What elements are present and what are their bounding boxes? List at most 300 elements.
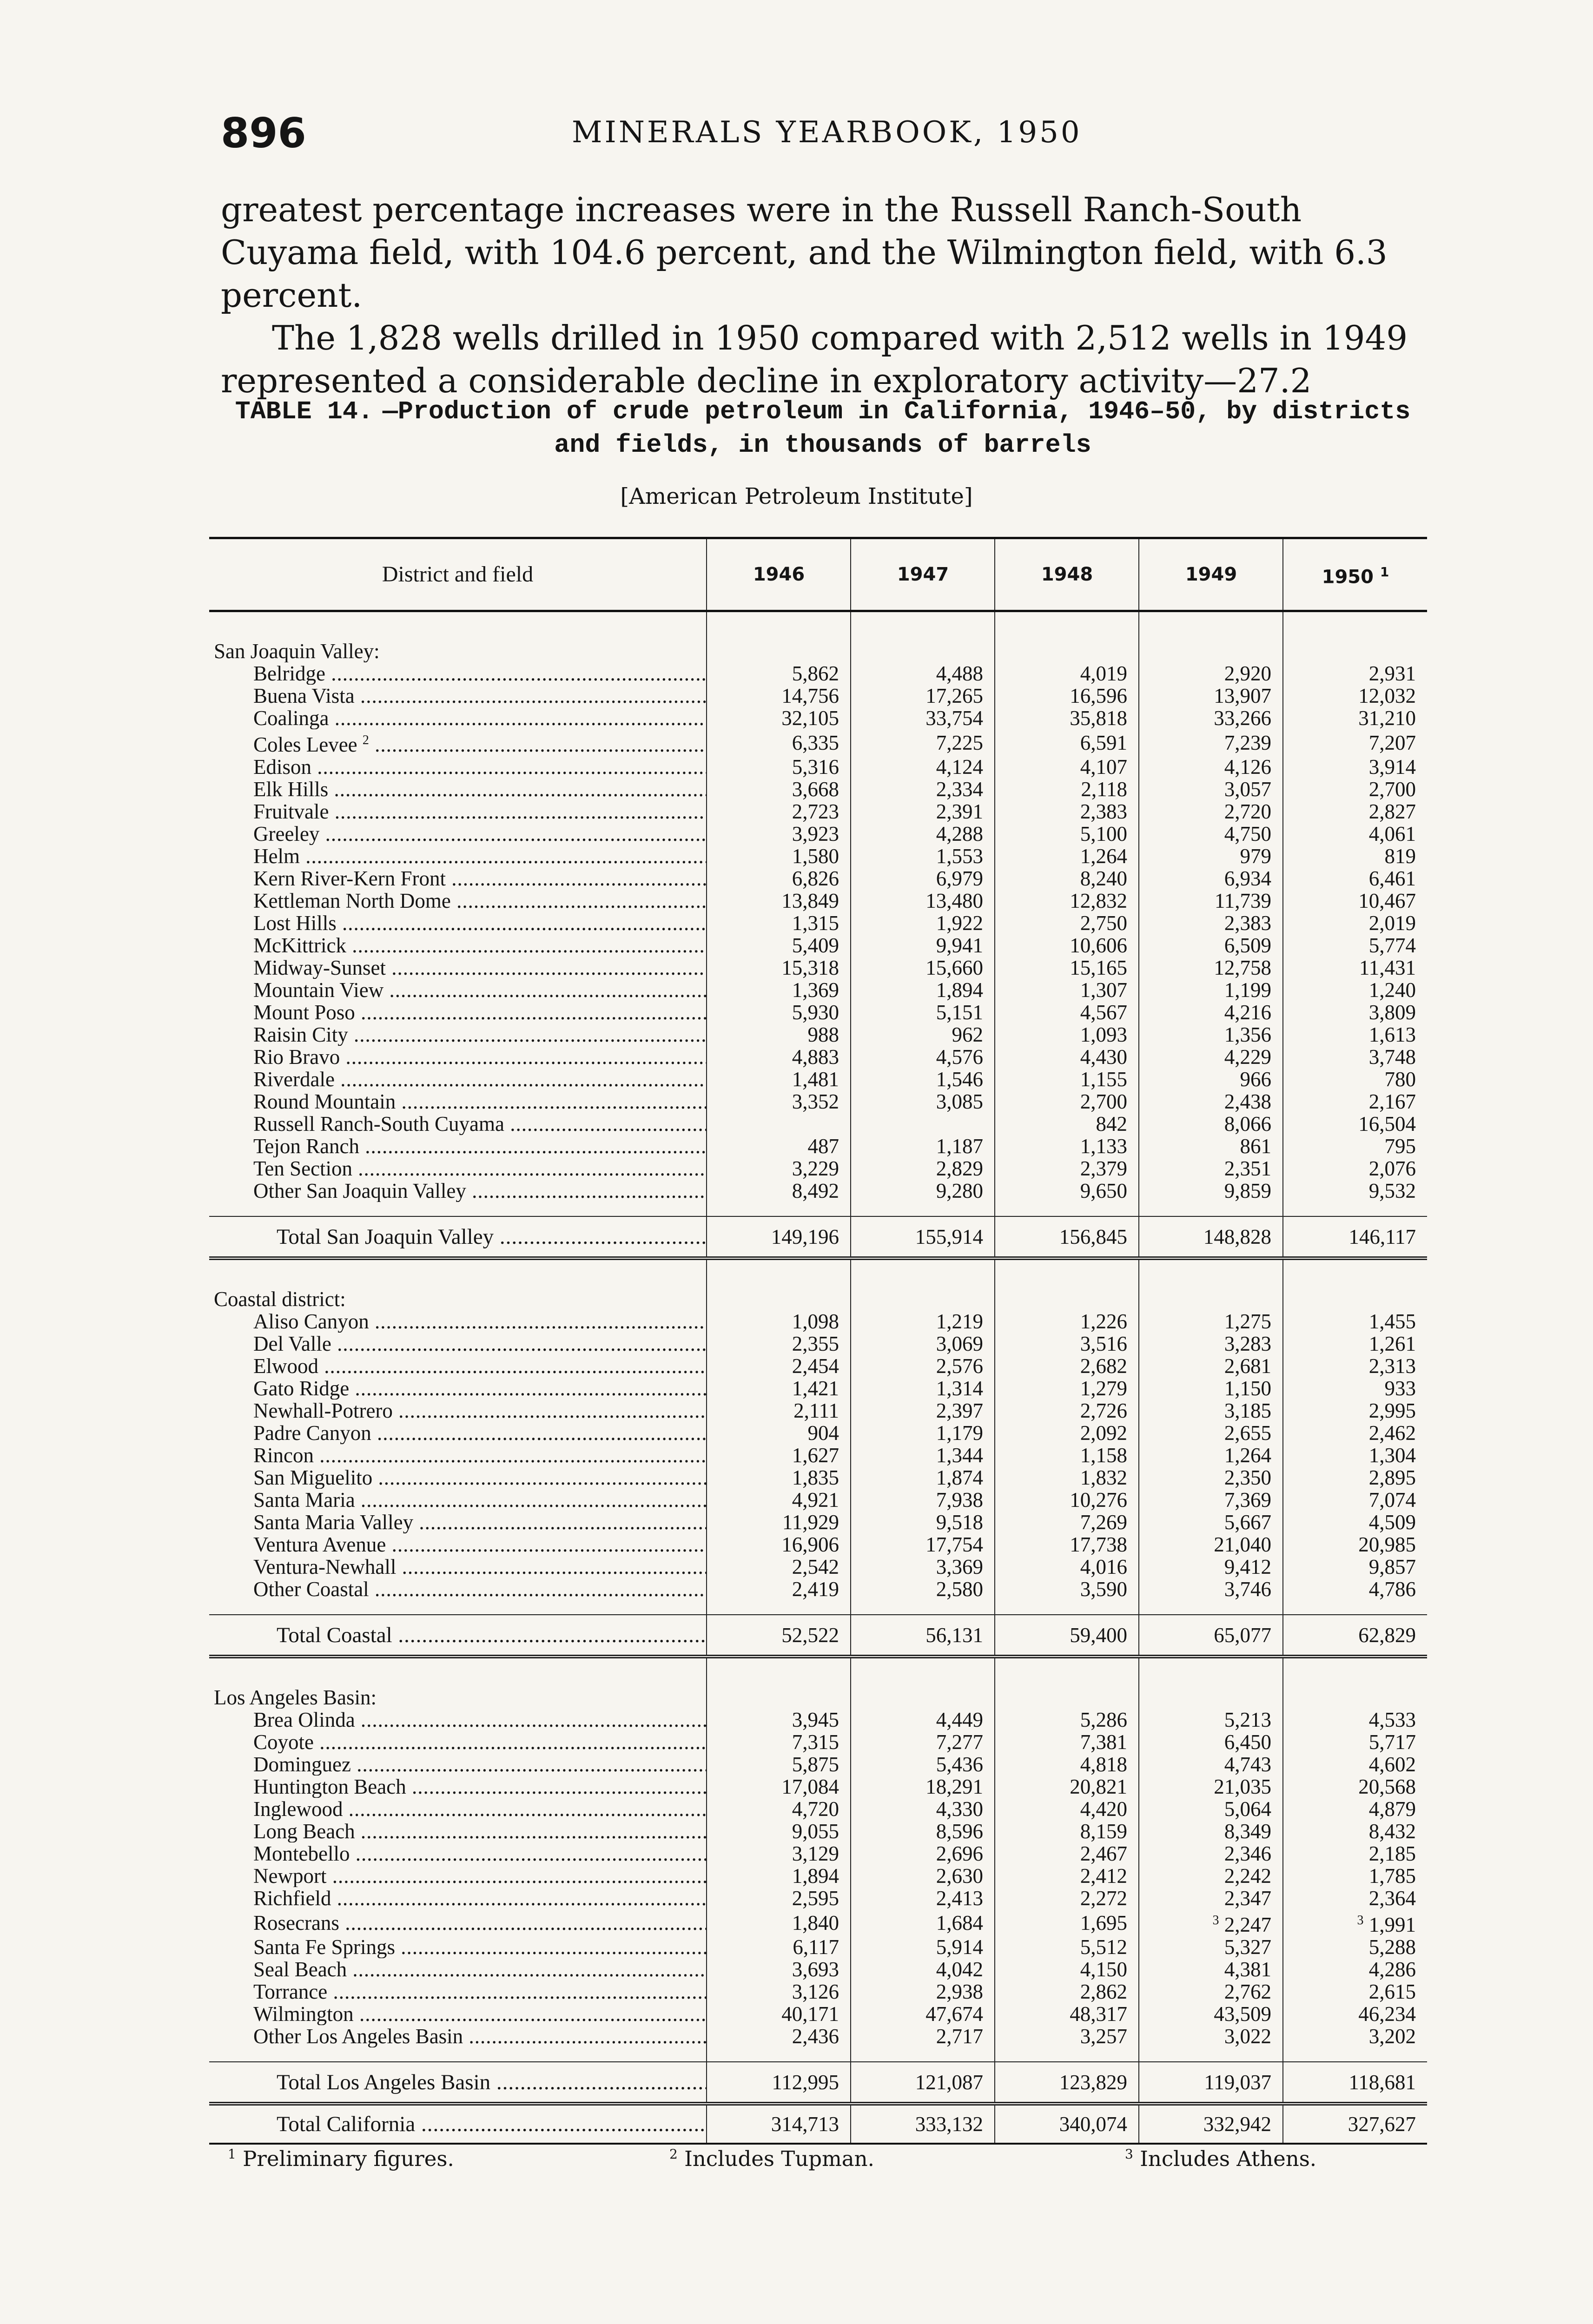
group-heading: San Joaquin Valley: <box>214 640 380 662</box>
grand-total-row <box>209 2104 1427 2144</box>
cell-value: 7,277 <box>851 1731 995 1753</box>
table-row <box>209 1958 1427 1981</box>
cell-value: 933 <box>1283 1377 1427 1400</box>
cell-value: 8,159 <box>995 1820 1139 1842</box>
cell-value: 332,942 <box>1139 2104 1283 2144</box>
cell-value: 7,315 <box>707 1731 851 1753</box>
field-name: Riverdale ..... <box>209 1068 707 1090</box>
cell-value: 2,383 <box>995 800 1139 823</box>
cell-value: 32,105 <box>707 707 851 729</box>
cell-value: 7,074 <box>1283 1489 1427 1511</box>
table-row <box>209 1489 1427 1511</box>
table-row <box>209 800 1427 823</box>
cell-value: 1,275 <box>1139 1310 1283 1333</box>
cell-value: 4,720 <box>707 1798 851 1820</box>
cell-value: 6,979 <box>851 867 995 890</box>
cell-value <box>851 1113 995 1135</box>
field-name: Lost Hills ..... <box>209 912 707 934</box>
table-row <box>209 1422 1427 1444</box>
cell-value: 988 <box>707 1023 851 1046</box>
table-row <box>209 1798 1427 1820</box>
los-angeles-heading-row <box>209 1686 1427 1709</box>
field-name: Coalinga ..... <box>209 707 707 729</box>
cell-value: 5,862 <box>707 662 851 685</box>
cell-value: 33,754 <box>851 707 995 729</box>
cell-value: 1,481 <box>707 1068 851 1090</box>
cell-value: 842 <box>995 1113 1139 1135</box>
cell-value: 3,057 <box>1139 778 1283 800</box>
table-row <box>209 1753 1427 1776</box>
footnote-ref: 3 <box>1357 1913 1364 1928</box>
cell-value: 9,941 <box>851 934 995 957</box>
cell-value: 2,655 <box>1139 1422 1283 1444</box>
cell-value: 2,355 <box>707 1333 851 1355</box>
field-name: Wilmington ..... <box>209 2003 707 2025</box>
cell-value: 8,066 <box>1139 1113 1283 1135</box>
col-header-1948: 1948 <box>995 538 1139 611</box>
field-name: Santa Fe Springs ..... <box>209 1936 707 1958</box>
group-heading: Coastal district: <box>214 1288 346 1310</box>
field-name: Inglewood ..... <box>209 1798 707 1820</box>
field-name: Del Valle ..... <box>209 1333 707 1355</box>
cell-value: 8,432 <box>1283 1820 1427 1842</box>
table-row <box>209 1180 1427 1202</box>
cell-value: 14,756 <box>707 685 851 707</box>
gap-row <box>209 1600 1427 1615</box>
cell-value: 1,240 <box>1283 979 1427 1001</box>
cell-value: 7,938 <box>851 1489 995 1511</box>
table-row <box>209 1355 1427 1377</box>
cell-value: 4,743 <box>1139 1753 1283 1776</box>
field-name: Raisin City ..... <box>209 1023 707 1046</box>
cell-value: 17,265 <box>851 685 995 707</box>
cell-value: 4,107 <box>995 756 1139 778</box>
cell-value: 2,700 <box>995 1090 1139 1113</box>
cell-value: 119,037 <box>1139 2062 1283 2104</box>
cell-value: 1,150 <box>1139 1377 1283 1400</box>
table-row <box>209 1865 1427 1887</box>
cell-value: 11,929 <box>707 1511 851 1533</box>
gap-row <box>209 1202 1427 1216</box>
cell-value: 2,720 <box>1139 800 1283 823</box>
cell-value: 8,240 <box>995 867 1139 890</box>
cell-value: 48,317 <box>995 2003 1139 2025</box>
cell-value: 3,516 <box>995 1333 1139 1355</box>
cell-value: 2,185 <box>1283 1842 1427 1865</box>
cell-value: 2,717 <box>851 2025 995 2047</box>
cell-value: 52,522 <box>707 1615 851 1657</box>
cell-value: 2,723 <box>707 800 851 823</box>
cell-value: 2,436 <box>707 2025 851 2047</box>
table-row <box>209 890 1427 912</box>
cell-value: 12,758 <box>1139 957 1283 979</box>
cell-value: 3,369 <box>851 1556 995 1578</box>
cell-value: 65,077 <box>1139 1615 1283 1657</box>
cell-value: 3,283 <box>1139 1333 1283 1355</box>
table-row <box>209 823 1427 845</box>
cell-value: 9,280 <box>851 1180 995 1202</box>
cell-value: 2,630 <box>851 1865 995 1887</box>
cell-value: 5,875 <box>707 1753 851 1776</box>
table-caption: —Production of crude petroleum in California, 1946–50, by districts and fields, in thousands of barrels <box>382 397 1411 460</box>
table-row <box>209 979 1427 1001</box>
cell-value: 2,895 <box>1283 1466 1427 1489</box>
cell-value: 1,369 <box>707 979 851 1001</box>
cell-value: 15,165 <box>995 957 1139 979</box>
cell-value: 1,785 <box>1283 1865 1427 1887</box>
cell-value: 121,087 <box>851 2062 995 2104</box>
cell-value: 1,684 <box>851 1909 995 1936</box>
cell-value: 2,313 <box>1283 1355 1427 1377</box>
cell-value: 12,032 <box>1283 685 1427 707</box>
field-name: Other Los Angeles Basin ..... <box>209 2025 707 2047</box>
cell-value: 1,315 <box>707 912 851 934</box>
cell-value: 3,693 <box>707 1958 851 1981</box>
cell-value: 4,330 <box>851 1798 995 1820</box>
cell-value: 4,288 <box>851 823 995 845</box>
field-name: Helm ..... <box>209 845 707 867</box>
cell-value: 5,436 <box>851 1753 995 1776</box>
cell-value: 1,155 <box>995 1068 1139 1090</box>
cell-value: 1,546 <box>851 1068 995 1090</box>
cell-value: 33,266 <box>1139 707 1283 729</box>
intro-line-1: greatest percentage increases were in the Russell Ranch-South Cuyama field, with 104.6 percent, and the Wilmington field, with 6.3 percent. <box>221 190 1388 315</box>
cell-value: 4,019 <box>995 662 1139 685</box>
col-header-district: District and field <box>209 538 707 611</box>
cell-value: 1,304 <box>1283 1444 1427 1466</box>
cell-value: 3,668 <box>707 778 851 800</box>
running-head: MINERALS YEARBOOK, 1950 <box>572 115 1082 150</box>
table-row <box>209 685 1427 707</box>
cell-value: 1,613 <box>1283 1023 1427 1046</box>
cell-value: 31,210 <box>1283 707 1427 729</box>
cell-value: 2,827 <box>1283 800 1427 823</box>
cell-value: 1,307 <box>995 979 1139 1001</box>
table-row <box>209 1444 1427 1466</box>
cell-value: 59,400 <box>995 1615 1139 1657</box>
cell-value: 2,920 <box>1139 662 1283 685</box>
cell-value: 6,934 <box>1139 867 1283 890</box>
table-row <box>209 1466 1427 1489</box>
table-title <box>218 395 1427 462</box>
cell-value: 1,922 <box>851 912 995 934</box>
cell-value: 2,696 <box>851 1842 995 1865</box>
cell-value: $^3$ 1,991 <box>1283 1909 1427 1936</box>
field-name: Greeley ..... <box>209 823 707 845</box>
cell-value: 4,229 <box>1139 1046 1283 1068</box>
intro-text <box>221 188 1425 402</box>
cell-value: 2,700 <box>1283 778 1427 800</box>
cell-value: 2,862 <box>995 1981 1139 2003</box>
cell-value: 9,412 <box>1139 1556 1283 1578</box>
field-name: Ventura Avenue ..... <box>209 1533 707 1556</box>
cell-value: 7,225 <box>851 729 995 756</box>
cell-value: 4,921 <box>707 1489 851 1511</box>
field-name: Ventura-Newhall ..... <box>209 1556 707 1578</box>
cell-value: 4,576 <box>851 1046 995 1068</box>
cell-value: 4,818 <box>995 1753 1139 1776</box>
cell-value: 2,364 <box>1283 1887 1427 1909</box>
field-name: San Miguelito ..... <box>209 1466 707 1489</box>
cell-value: $^3$ 2,247 <box>1139 1909 1283 1936</box>
footnote-1: $^1$ Preliminary figures. <box>228 2146 454 2171</box>
cell-value: 2,242 <box>1139 1865 1283 1887</box>
cell-value: 327,627 <box>1283 2104 1427 2144</box>
table-row <box>209 1333 1427 1355</box>
table-row <box>209 729 1427 756</box>
cell-value: 9,055 <box>707 1820 851 1842</box>
cell-value: 2,462 <box>1283 1422 1427 1444</box>
footnote-ref-1: 1 <box>1380 564 1389 580</box>
table-row <box>209 1842 1427 1865</box>
cell-value: 3,748 <box>1283 1046 1427 1068</box>
cell-value: 9,857 <box>1283 1556 1427 1578</box>
col-header-1949: 1949 <box>1139 538 1283 611</box>
cell-value: 1,421 <box>707 1377 851 1400</box>
cell-value: 2,383 <box>1139 912 1283 934</box>
cell-value: 11,739 <box>1139 890 1283 912</box>
cell-value: 17,084 <box>707 1776 851 1798</box>
cell-value: 4,449 <box>851 1709 995 1731</box>
footnote-2: $^2$ Includes Tupman. <box>669 2146 874 2171</box>
cell-value: 148,828 <box>1139 1216 1283 1258</box>
cell-value: 4,786 <box>1283 1578 1427 1600</box>
table-row <box>209 1556 1427 1578</box>
field-name: Kettleman North Dome ..... <box>209 890 707 912</box>
cell-value: 20,568 <box>1283 1776 1427 1798</box>
field-name: Padre Canyon ..... <box>209 1422 707 1444</box>
footnote-3: $^3$ Includes Athens. <box>1125 2146 1317 2171</box>
cell-value: 4,150 <box>995 1958 1139 1981</box>
cell-value: 21,040 <box>1139 1533 1283 1556</box>
table-row <box>209 1090 1427 1113</box>
table-row <box>209 957 1427 979</box>
field-name: Buena Vista ..... <box>209 685 707 707</box>
cell-value: 35,818 <box>995 707 1139 729</box>
table-row <box>209 1936 1427 1958</box>
table-row <box>209 1909 1427 1936</box>
cell-value: 819 <box>1283 845 1427 867</box>
cell-value: 2,391 <box>851 800 995 823</box>
cell-value: 2,750 <box>995 912 1139 934</box>
cell-value: 3,590 <box>995 1578 1139 1600</box>
cell-value: 4,126 <box>1139 756 1283 778</box>
field-name: Richfield ..... <box>209 1887 707 1909</box>
cell-value: 1,553 <box>851 845 995 867</box>
cell-value: 2,762 <box>1139 1981 1283 2003</box>
cell-value: 4,381 <box>1139 1958 1283 1981</box>
cell-value: 112,995 <box>707 2062 851 2104</box>
cell-value: 3,945 <box>707 1709 851 1731</box>
cell-value: 2,681 <box>1139 1355 1283 1377</box>
field-name: Fruitvale ..... <box>209 800 707 823</box>
cell-value: 6,826 <box>707 867 851 890</box>
field-name: Huntington Beach ..... <box>209 1776 707 1798</box>
cell-value: 4,602 <box>1283 1753 1427 1776</box>
cell-value: 1,344 <box>851 1444 995 1466</box>
cell-value: 4,216 <box>1139 1001 1283 1023</box>
table-row <box>209 1157 1427 1180</box>
spacer-row <box>209 1657 1427 1686</box>
cell-value: 13,480 <box>851 890 995 912</box>
cell-value: 6,461 <box>1283 867 1427 890</box>
cell-value: 7,369 <box>1139 1489 1283 1511</box>
cell-value: 1,627 <box>707 1444 851 1466</box>
cell-value: 1,133 <box>995 1135 1139 1157</box>
table-row <box>209 1023 1427 1046</box>
table-row <box>209 1709 1427 1731</box>
table-row <box>209 1981 1427 2003</box>
cell-value: 1,695 <box>995 1909 1139 1936</box>
field-name: McKittrick ..... <box>209 934 707 957</box>
group-heading: Los Angeles Basin: <box>214 1686 377 1709</box>
cell-value: 1,840 <box>707 1909 851 1936</box>
cell-value: 123,829 <box>995 2062 1139 2104</box>
col-header-1947: 1947 <box>851 538 995 611</box>
cell-value: 2,615 <box>1283 1981 1427 2003</box>
intro-line-2: The 1,828 wells drilled in 1950 compared with 2,512 wells in 1949 represented a considerable decline in exploratory activity—27.2 <box>221 318 1408 400</box>
table-row <box>209 1887 1427 1909</box>
table-row <box>209 912 1427 934</box>
cell-value: 904 <box>707 1422 851 1444</box>
cell-value: 10,276 <box>995 1489 1139 1511</box>
field-name: Elk Hills ..... <box>209 778 707 800</box>
cell-value: 4,430 <box>995 1046 1139 1068</box>
table-row <box>209 1310 1427 1333</box>
cell-value: 2,397 <box>851 1400 995 1422</box>
field-name: Aliso Canyon ..... <box>209 1310 707 1333</box>
field-name: Seal Beach ..... <box>209 1958 707 1981</box>
table-row <box>209 707 1427 729</box>
cell-value: 1,279 <box>995 1377 1139 1400</box>
cell-value: 5,914 <box>851 1936 995 1958</box>
col-header-1950: 1950 $^1$ <box>1283 538 1427 611</box>
cell-value: 46,234 <box>1283 2003 1427 2025</box>
cell-value: 3,923 <box>707 823 851 845</box>
cell-value: 6,450 <box>1139 1731 1283 1753</box>
cell-value: 149,196 <box>707 1216 851 1258</box>
cell-value: 3,352 <box>707 1090 851 1113</box>
cell-value: 5,213 <box>1139 1709 1283 1731</box>
cell-value: 5,930 <box>707 1001 851 1023</box>
col-header-1946: 1946 <box>707 538 851 611</box>
field-name: Russell Ranch-South Cuyama ..... <box>209 1113 707 1135</box>
cell-value: 6,335 <box>707 729 851 756</box>
field-name: Dominguez ..... <box>209 1753 707 1776</box>
cell-value: 6,509 <box>1139 934 1283 957</box>
cell-value: 1,158 <box>995 1444 1139 1466</box>
field-name: Other Coastal ..... <box>209 1578 707 1600</box>
field-name: Rio Bravo ..... <box>209 1046 707 1068</box>
cell-value: 1,356 <box>1139 1023 1283 1046</box>
table-row <box>209 1001 1427 1023</box>
field-name: Other San Joaquin Valley ..... <box>209 1180 707 1202</box>
cell-value: 3,746 <box>1139 1578 1283 1600</box>
cell-value: 8,349 <box>1139 1820 1283 1842</box>
cell-value: 12,832 <box>995 890 1139 912</box>
cell-value: 5,667 <box>1139 1511 1283 1533</box>
field-name: Total California ..... <box>209 2104 707 2144</box>
cell-value: 5,717 <box>1283 1731 1427 1753</box>
cell-value: 3,202 <box>1283 2025 1427 2047</box>
cell-value: 43,509 <box>1139 2003 1283 2025</box>
field-name: Edison ..... <box>209 756 707 778</box>
cell-value: 2,829 <box>851 1157 995 1180</box>
cell-value: 3,229 <box>707 1157 851 1180</box>
field-name: Belridge ..... <box>209 662 707 685</box>
cell-value: 6,117 <box>707 1936 851 1958</box>
cell-value: 314,713 <box>707 2104 851 2144</box>
table-row <box>209 845 1427 867</box>
cell-value: 3,257 <box>995 2025 1139 2047</box>
cell-value: 1,874 <box>851 1466 995 1489</box>
cell-value: 2,272 <box>995 1887 1139 1909</box>
cell-value: 8,596 <box>851 1820 995 1842</box>
cell-value: 1,199 <box>1139 979 1283 1001</box>
cell-value: 20,985 <box>1283 1533 1427 1556</box>
cell-value: 1,455 <box>1283 1310 1427 1333</box>
table-row <box>209 1820 1427 1842</box>
cell-value: 2,019 <box>1283 912 1427 934</box>
cell-value: 4,061 <box>1283 823 1427 845</box>
field-name: Brea Olinda ..... <box>209 1709 707 1731</box>
cell-value: 2,118 <box>995 778 1139 800</box>
san-joaquin-heading-row <box>209 640 1427 662</box>
cell-value: 979 <box>1139 845 1283 867</box>
table-number: TABLE 14. <box>235 397 373 426</box>
cell-value: 1,835 <box>707 1466 851 1489</box>
cell-value: 4,883 <box>707 1046 851 1068</box>
cell-value: 1,098 <box>707 1310 851 1333</box>
table-row <box>209 1135 1427 1157</box>
cell-value: 47,674 <box>851 2003 995 2025</box>
cell-value: 4,124 <box>851 756 995 778</box>
table-row <box>209 1578 1427 1600</box>
cell-value: 146,117 <box>1283 1216 1427 1258</box>
table-row <box>209 1776 1427 1798</box>
cell-value: 2,580 <box>851 1578 995 1600</box>
table-row <box>209 1400 1427 1422</box>
cell-value: 2,350 <box>1139 1466 1283 1489</box>
cell-value: 2,412 <box>995 1865 1139 1887</box>
field-name: Midway-Sunset ..... <box>209 957 707 979</box>
cell-value: 5,064 <box>1139 1798 1283 1820</box>
cell-value: 2,379 <box>995 1157 1139 1180</box>
cell-value: 20,821 <box>995 1776 1139 1798</box>
cell-value: 2,413 <box>851 1887 995 1909</box>
cell-value: 1,261 <box>1283 1333 1427 1355</box>
cell-value: 13,849 <box>707 890 851 912</box>
table-row <box>209 1533 1427 1556</box>
table-body <box>209 611 1427 2144</box>
cell-value: 966 <box>1139 1068 1283 1090</box>
cell-value: 5,327 <box>1139 1936 1283 1958</box>
field-name: Total San Joaquin Valley ..... <box>209 1216 707 1258</box>
cell-value: 4,533 <box>1283 1709 1427 1731</box>
cell-value: 2,351 <box>1139 1157 1283 1180</box>
cell-value: 10,467 <box>1283 890 1427 912</box>
field-name: Total Coastal ..... <box>209 1615 707 1657</box>
table-row <box>209 1046 1427 1068</box>
field-name: Coles Levee $^2$ ..... <box>209 729 707 756</box>
production-table <box>209 537 1427 2145</box>
cell-value: 17,754 <box>851 1533 995 1556</box>
table-row <box>209 1731 1427 1753</box>
footnote-ref: 3 <box>1212 1913 1219 1928</box>
cell-value: 7,207 <box>1283 729 1427 756</box>
cell-value: 795 <box>1283 1135 1427 1157</box>
cell-value: 780 <box>1283 1068 1427 1090</box>
